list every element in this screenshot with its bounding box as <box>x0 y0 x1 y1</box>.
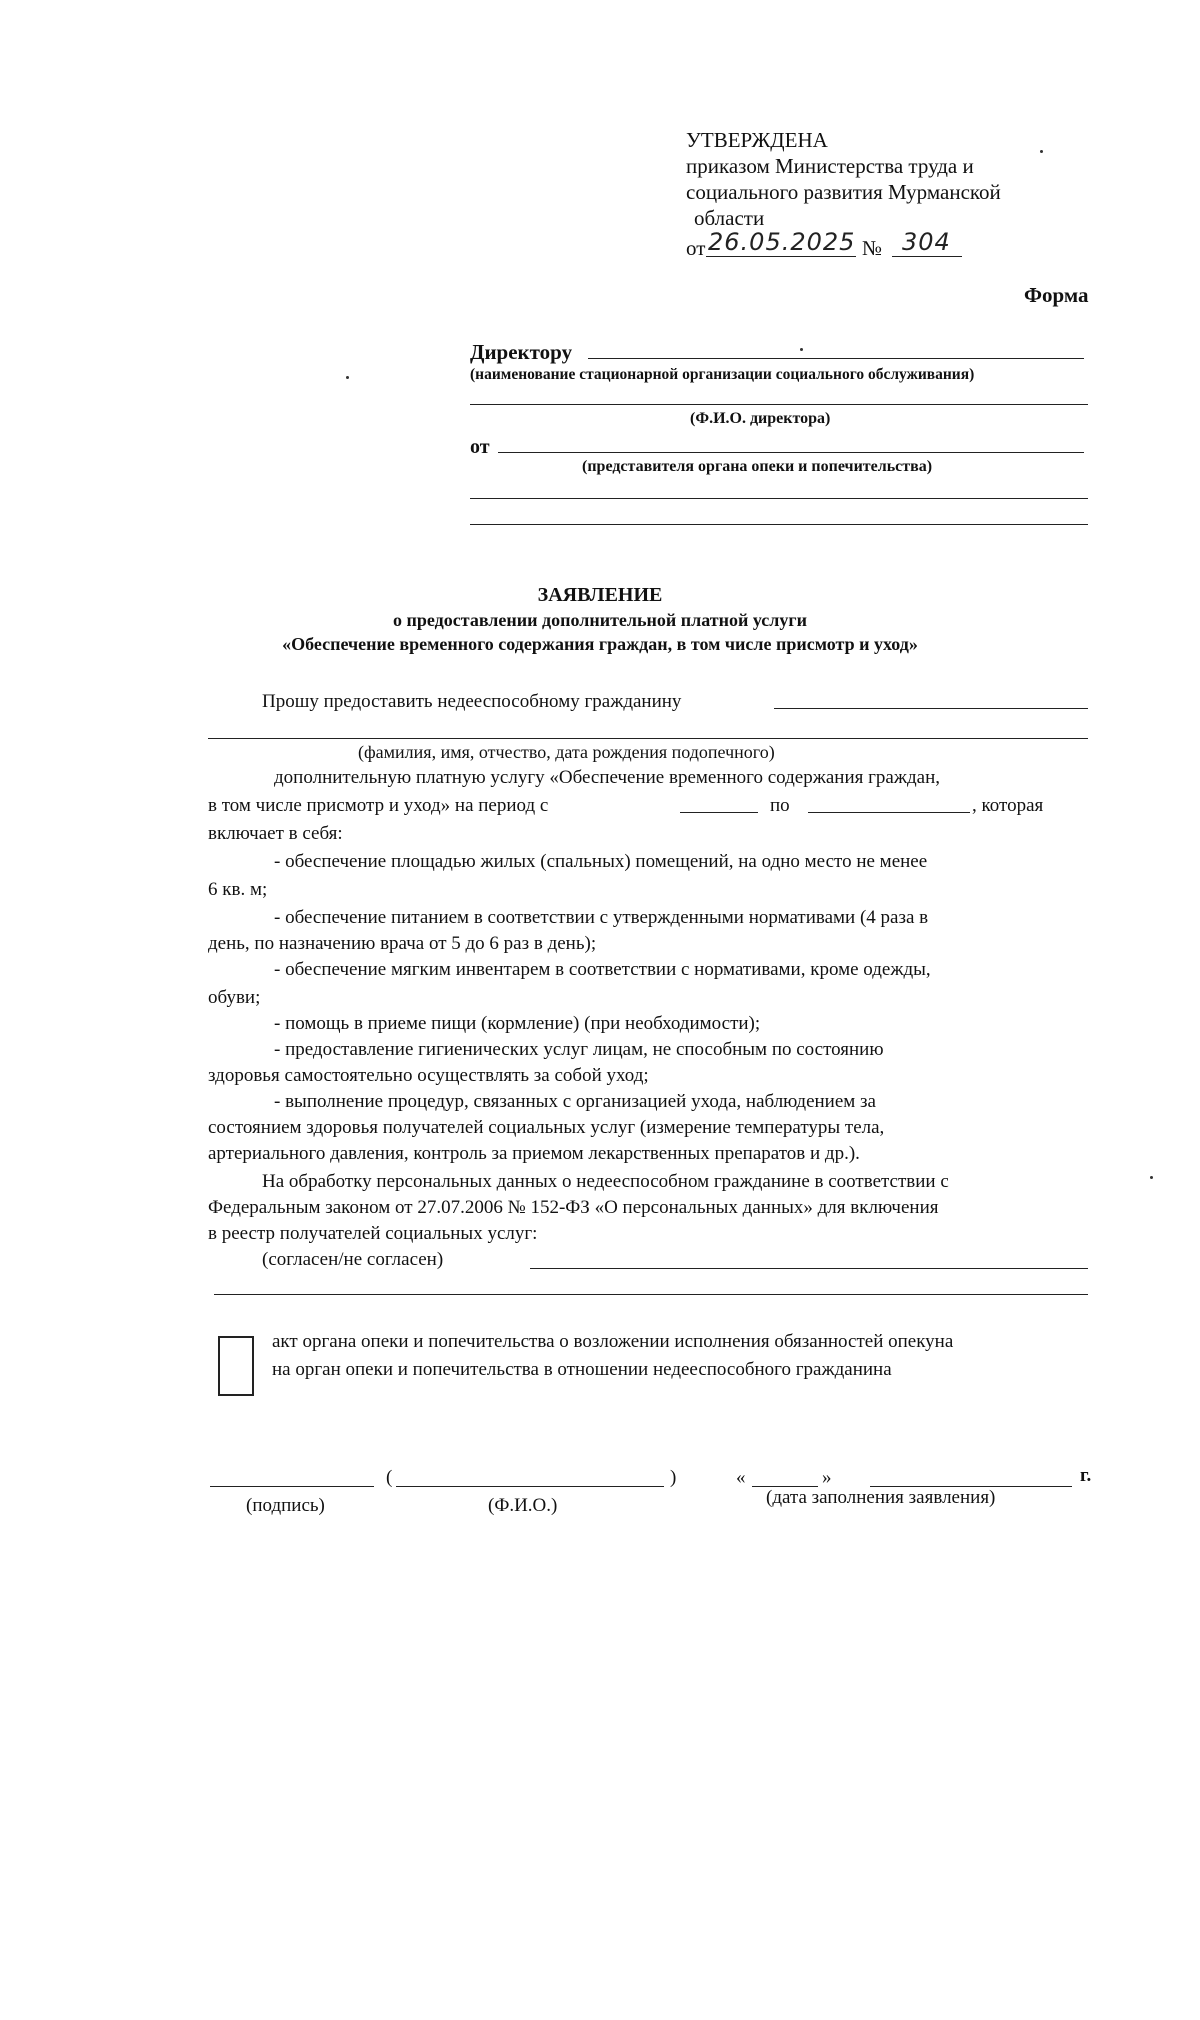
item-3-a: - обеспечение мягким инвентарем в соответствии с нормативами, кроме одежды, <box>274 959 931 980</box>
from-label: от <box>470 436 490 458</box>
approval-line-1: приказом Министерства труда и <box>686 154 974 178</box>
ward-name-line-2[interactable] <box>208 738 1088 739</box>
approval-date-prefix: от <box>686 236 706 260</box>
fio-close-paren: ) <box>670 1467 677 1488</box>
attachment-checkbox[interactable] <box>218 1336 254 1396</box>
day-close-quote: » <box>822 1467 832 1488</box>
director-label: Директору <box>470 340 573 364</box>
consent-b: Федеральным законом от 27.07.2006 № 152-ФЗ «О персональных данных» для включения <box>208 1197 939 1218</box>
scan-speck <box>1040 150 1043 153</box>
scan-speck <box>1150 1176 1153 1179</box>
director-org-line[interactable] <box>588 358 1084 359</box>
director-fio-line[interactable] <box>470 404 1088 405</box>
item-2-b: день, по назначению врача от 5 до 6 раз в день); <box>208 933 597 954</box>
from-line-3[interactable] <box>470 524 1088 525</box>
period-to-line[interactable] <box>808 812 970 813</box>
scan-speck <box>800 348 803 351</box>
item-5-a: - предоставление гигиенических услуг лицам, не способным по состоянию <box>274 1039 884 1060</box>
item-1-b: 6 кв. м; <box>208 879 268 900</box>
service-line-2-part-3: , которая <box>972 795 1044 816</box>
day-open-quote: « <box>736 1467 746 1488</box>
approval-number-prefix: № <box>862 236 883 260</box>
item-6-a: - выполнение процедур, связанных с организацией ухода, наблюдением за <box>274 1091 876 1112</box>
service-line-1: дополнительную платную услугу «Обеспечение временного содержания граждан, <box>274 767 940 788</box>
consent-a: На обработку персональных данных о недееспособном гражданине в соответствии с <box>262 1171 949 1192</box>
service-line-3: включает в себя: <box>208 823 343 844</box>
from-line[interactable] <box>498 452 1084 453</box>
approval-title: УТВЕРЖДЕНА <box>686 128 828 152</box>
request-line: Прошу предоставить недееспособному гражданину <box>262 691 682 712</box>
approval-date-handwritten: 26.05.2025 <box>708 228 856 256</box>
document-subtitle-1: о предоставлении дополнительной платной услуги <box>393 610 807 630</box>
consent-c: в реестр получателей социальных услуг: <box>208 1223 538 1244</box>
approval-line-3: области <box>694 206 765 230</box>
date-caption: (дата заполнения заявления) <box>766 1487 996 1508</box>
attachment-line-1: акт органа опеки и попечительства о возложении исполнения обязанностей опекуна <box>272 1331 954 1352</box>
fio-open-paren: ( <box>386 1467 393 1488</box>
period-from-line[interactable] <box>680 812 758 813</box>
signature-line[interactable] <box>210 1486 374 1487</box>
ward-caption: (фамилия, имя, отчество, дата рождения подопечного) <box>358 742 775 762</box>
item-6-c: артериального давления, контроль за приемом лекарственных препаратов и др.). <box>208 1143 860 1164</box>
approval-line-2: социального развития Мурманской <box>686 180 1001 204</box>
service-line-2-part-2: по <box>770 795 790 816</box>
item-3-b: обуви; <box>208 987 261 1008</box>
year-suffix: г. <box>1080 1465 1092 1486</box>
document-title: ЗАЯВЛЕНИЕ <box>537 584 663 606</box>
fio-line[interactable] <box>396 1486 664 1487</box>
form-label: Форма <box>1024 283 1089 307</box>
director-fio-caption: (Ф.И.О. директора) <box>690 410 831 427</box>
service-line-2-part-1: в том числе присмотр и уход» на период с <box>208 795 549 816</box>
item-4: - помощь в приеме пищи (кормление) (при необходимости); <box>274 1013 761 1034</box>
item-5-b: здоровья самостоятельно осуществлять за собой уход; <box>208 1065 649 1086</box>
item-2-a: - обеспечение питанием в соответствии с утвержденными нормативами (4 раза в <box>274 907 929 928</box>
from-line-2[interactable] <box>470 498 1088 499</box>
guardian-caption: (представителя органа опеки и попечительства) <box>582 458 933 475</box>
fio-caption: (Ф.И.О.) <box>488 1495 558 1516</box>
approval-number-handwritten: 304 <box>902 228 951 256</box>
signature-caption: (подпись) <box>246 1495 325 1516</box>
attachment-line-2: на орган опеки и попечительства в отношении недееспособного гражданина <box>272 1359 892 1380</box>
scan-speck <box>346 376 349 379</box>
org-caption: (наименование стационарной организации социального обслуживания) <box>470 366 975 383</box>
approval-number-line <box>892 256 962 257</box>
item-1-a: - обеспечение площадью жилых (спальных) помещений, на одно место не менее <box>274 851 928 872</box>
consent-line-2[interactable] <box>214 1294 1088 1295</box>
consent-line[interactable] <box>530 1268 1088 1269</box>
document-subtitle-2: «Обеспечение временного содержания граждан, в том числе присмотр и уход» <box>282 634 918 654</box>
item-6-b: состоянием здоровья получателей социальных услуг (измерение температуры тела, <box>208 1117 885 1138</box>
ward-name-line[interactable] <box>774 708 1088 709</box>
approval-date-line <box>706 256 856 257</box>
consent-option: (согласен/не согласен) <box>262 1249 444 1270</box>
